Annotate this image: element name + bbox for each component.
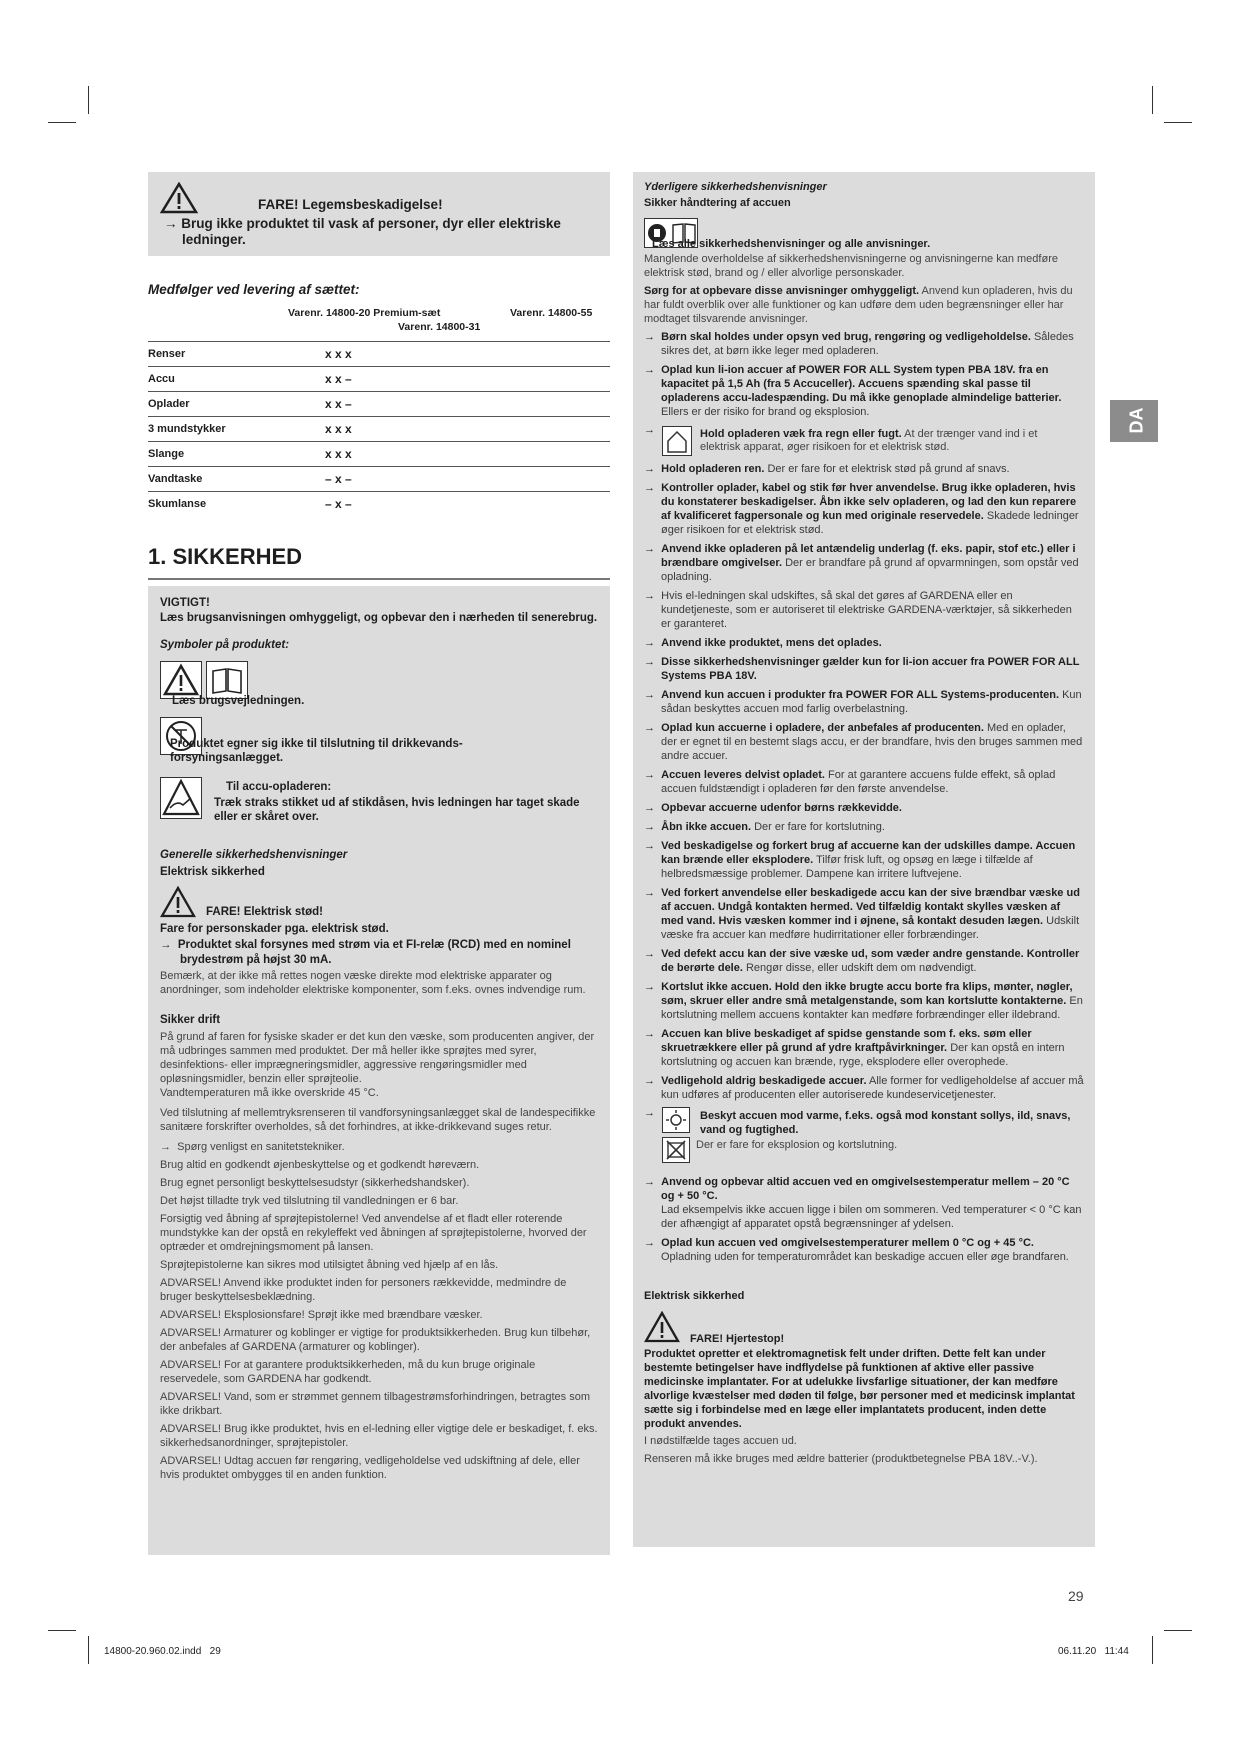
scope-item-marks: x x – (325, 392, 610, 417)
scope-item-marks: x x – (325, 367, 610, 392)
right-items-a (644, 330, 1084, 419)
heat-rest: Der er fare for eksplosion og kortslutning. (696, 1139, 898, 1151)
safety-item: → Åbn ikke accuen. Der er fare for kortslutning. (644, 821, 885, 833)
rain-item: → Hold opladeren væk fra regn eller fugt. At der trænger vand ind i et elektrisk apparat, øger risikoen for et elektrisk stød. (644, 424, 1084, 456)
scope-item-marks: x x x (325, 417, 610, 442)
safety-item: → Anvend ikke produktet, mens det oplades. (644, 637, 882, 649)
danger-text: → Brug ikke produktet til vask af personer, dyr eller elektriske ledninger. (164, 216, 561, 247)
safe-line: Brug egnet personligt beskyttelsesudstyr (sikkerhedshandsker). (160, 1176, 470, 1189)
symbol-read-manual (160, 661, 598, 713)
manual-book-icon (206, 661, 248, 699)
safety-item: → Ved beskadigelse og forkert brug af accuerne kan der udskilles dampe. Accuen kan brænde eller eksplodere. Tilfør frisk luft, og opsøg en læge i tilfælde af helbredsmæssige problemer. Dampene kan irritere luftvejene. (644, 840, 1076, 880)
crop-mark (48, 1630, 76, 1631)
safe-arrow: → Spørg venligst en sanitetstekniker. (160, 1140, 345, 1153)
symbol-charger (160, 777, 598, 837)
safety-item: → Kortslut ikke accuen. Hold den ikke brugte accu borte fra klips, mønter, nøgler, søm, skruer eller andre små metalgenstande, som kan kortslutte kontakterne. En kortslutning mellem accuens kontakter kan medføre forbrændinger eller ildebrand. (644, 981, 1083, 1021)
safe-p2: Ved tilslutning af mellemtryksrenseren til vandforsyningsanlægget skal de landespecifikke sanitære forskrifter overholdes, så det forhindres, at ikke-drikkevand suges retur. (160, 1106, 596, 1133)
important-text: Læs brugsanvisningen omhyggeligt, og opbevar den i nærheden til senerebrug. (160, 611, 598, 624)
safe-line: Sprøjtepistolerne kan sikres mod utilsigtet åbning ved hjælp af en lås. (160, 1258, 499, 1271)
safe-line: ADVARSEL! Anvend ikke produktet inden for personers rækkevidde, medmindre de bruger beskyttelsesbeklædning. (160, 1276, 567, 1303)
scope-header-col2: Varenr. 14800-55 (510, 307, 593, 319)
warning-icon (160, 661, 202, 699)
safe-line: ADVARSEL! For at garantere produktsikkerheden, må du kun bruge originale reservedele, som GARDENA har godkendt. (160, 1358, 536, 1385)
symbol3-text: Træk straks stikket ud af stikdåsen, hvis ledningen har taget skade eller er skåret over. (214, 797, 580, 823)
crop-mark (1164, 122, 1192, 123)
scope-header (148, 305, 610, 341)
general-heading: Generelle sikkerhedshenvisninger (160, 849, 348, 861)
safety-item: → Oplad kun accuerne i opladere, der anbefales af producenten. Med en oplader, der er egnet til en bestemt slags accu, er der brandfare, hvis den bruges sammen med andre accuer. (644, 722, 1083, 762)
safe-line: Brug altid en godkendt øjenbeskyttelse og et godkendt høreværn. (160, 1158, 480, 1171)
safe-line: ADVARSEL! Brug ikke produktet, hvis en el-ledning eller vigtige dele er beskadiget, f. eks. sikkerhedsanordninger, sprøjtepistoler. (160, 1422, 598, 1449)
footer-date: 06.11.20 11:44 (1058, 1646, 1129, 1657)
scope-item-name: Accu (148, 367, 325, 392)
safe-line: ADVARSEL! Armaturer og koblinger er vigtige for produktsikkerheden. Brug kun tilbehør, der anbefales af GARDENA (armaturer og koblinger). (160, 1326, 591, 1353)
important-title: VIGTIGT! (160, 597, 210, 609)
safe-lines (160, 1158, 598, 1482)
safety-item: → Anvend kun accuen i produkter fra POWER FOR ALL Systems-producenten. Kun sådan beskyttes accuen mod farlig overbelastning. (644, 689, 1082, 715)
crop-mark (1152, 86, 1153, 114)
symbol3-title: Til accu-opladeren: (226, 781, 332, 793)
language-tab-da: DA (1110, 400, 1158, 442)
safety-item: → Hvis el-ledningen skal udskiftes, så skal det gøres af GARDENA eller en kundetjeneste, som er autoriseret til elektriske GARDENA-værktøjer, så sikkerheden er garanteret. (644, 590, 1072, 630)
symbols-heading: Symboler på produktet: (160, 639, 290, 651)
shock-warning (160, 886, 598, 922)
safe-line: Det højst tilladte tryk ved tilslutning til vandledningen er 6 bar. (160, 1194, 459, 1207)
sun-heat-icon (662, 1107, 690, 1133)
scope-item-name: Vandtaske (148, 467, 325, 492)
shock-note: Bemærk, at der ikke må rettes nogen væske direkte mod elektriske apparater og anordninger, som indeholder elektriske komponenter, som f.eks. ovnes indvendige rum. (160, 970, 586, 996)
scope-row (148, 467, 610, 492)
warning-triangle-icon (160, 182, 198, 214)
scope-item-marks: – x – (325, 467, 610, 492)
scope-item-marks: x x x (325, 442, 610, 467)
safety-item: → Oplad kun li-ion accuer af POWER FOR ALL System typen PBA 18V. fra en kapacitet på 1,5 Ah (fra 5 Accuceller). Accuens spænding skal passe til opladerens accu-ladespænding. Du må ikke genoplade almindelige batterier. Ellers er der risiko for brand og eksplosion. (644, 364, 1062, 418)
safe-line: ADVARSEL! Vand, som er strømmet gennem tilbagestrømsforhindringen, betragtes som ikke drikbart. (160, 1390, 590, 1417)
safety-item: → Hold opladeren ren. Der er fare for et elektrisk stød på grund af snavs. (644, 463, 1010, 475)
emergency-text: I nødstilfælde tages accuen ud. (644, 1435, 797, 1447)
electric-heading: Elektrisk sikkerhed (160, 866, 265, 878)
scope-row (148, 367, 610, 392)
read-all-text: Læs alle sikkerhedshenvisninger og alle anvisninger. (652, 238, 931, 250)
right-column (633, 172, 1095, 1547)
safety-item: → Vedligehold aldrig beskadigede accuer. Alle former for vedligeholdelse af accuer må kun udføres af producenten eller autoriserede kundeservicetjenester. (644, 1075, 1084, 1101)
crop-mark (1152, 1636, 1153, 1664)
safety-box (148, 586, 610, 1555)
safe-line: Forsigtig ved åbning af sprøjtepistolerne! Ved anvendelse af et fladt eller roterende mundstykke kan der opstå en rekyleffekt ved åbningen af sprøjtepistolerne, hvorved der optræder et omdrejningsmoment på lansen. (160, 1212, 587, 1253)
safety-item: → Børn skal holdes under opsyn ved brug, rengøring og vedligeholdelse. Således sikres det, at børn ikke leger med opladeren. (644, 331, 1074, 357)
shock-arrow: → Produktet skal forsynes med strøm via et FI-relæ (RCD) med en nominel brydestrøm på højst 30 mA. (160, 939, 571, 966)
scope-item-marks: – x – (325, 492, 610, 517)
safe-line: ADVARSEL! Udtag accuen før rengøring, vedligeholdelse ved udskiftning af dele, eller hvis produktet ombygges til en anden funktion. (160, 1454, 580, 1481)
safe-line: ADVARSEL! Eksplosionsfare! Sprøjt ikke med brændbare væsker. (160, 1308, 483, 1321)
scope-item-name: 3 mundstykker (148, 417, 325, 442)
crop-mark (1164, 1630, 1192, 1631)
safety-item: → Accuen kan blive beskadiget af spidse genstande som f. eks. søm eller skruetrækkere eller på grund af ydre kraftpåvirkninger. Der kan opstå en intern kortslutning og accuen kan brænde, ryge, eksplodere eller overophede. (644, 1028, 1065, 1068)
safety-item: → Accuen leveres delvist opladet. For at garantere accuens fulde effekt, så oplad accuen fuldstændigt i opladeren før den første anvendelse. (644, 769, 1056, 795)
crop-mark (48, 122, 76, 123)
footer-file: 14800-20.960.02.indd 29 (104, 1646, 221, 1657)
scope-row (148, 442, 610, 467)
safety-item: → Disse sikkerhedshenvisninger gælder kun for li-ion accuer fra POWER FOR ALL Systems PBA 18V. (644, 656, 1080, 682)
scope-item-name: Renser (148, 342, 325, 367)
section-title: 1. SIKKERHED (148, 544, 303, 569)
left-column (148, 172, 610, 1555)
scope-item-name: Oplader (148, 392, 325, 417)
right-items-b (644, 462, 1084, 1102)
section-rule (148, 578, 610, 580)
heat-bold: Beskyt accuen mod varme, f.eks. også mod konstant sollys, ild, snavs, vand og fugtighed. (700, 1110, 1071, 1136)
symbol2-text: Produktet egner sig ikke til tilslutning til drikkevandsforsyningsanlægget. (170, 738, 463, 764)
warning-triangle-icon (644, 1311, 680, 1343)
heart-text: Produktet opretter et elektromagnetisk felt under driften. Dette felt kan under bestemte betingelser have indflydelse på funktionen af aktive eller passive medicinske implantater. For at udelukke livsfarlige situationer, der kan medføre alvorlige kvæstelser med døden til følge, bør personer med et medicinsk implantat sætte sig i forbindelse med en læge eller implantatets producent, inden dette produkt anvendes. (644, 1348, 1075, 1430)
safe-heading: Sikker drift (160, 1014, 221, 1026)
read-all-row (644, 222, 1084, 252)
scope-row (148, 342, 610, 367)
right-heading-italic: Yderligere sikkerhedshenvisninger (644, 181, 827, 193)
no-water-icon (662, 1137, 690, 1163)
scope-heading: Medfølger ved levering af sættet: (148, 282, 360, 297)
safety-item: → Opbevar accuerne udenfor børns rækkevidde. (644, 802, 902, 814)
scope-item-marks: x x x (325, 342, 610, 367)
house-rain-icon (662, 426, 692, 456)
scope-row (148, 417, 610, 442)
safety-item: → Kontroller oplader, kabel og stik før hver anvendelse. Brug ikke opladeren, hvis du konstaterer beskadigelser. Åbn ikke selv opladeren, og lad den kun reparere af kvalificeret fagpersonale og kun med originale reservedele. Skadede ledninger øger risikoen for et elektrisk stød. (644, 482, 1079, 536)
keep-instructions: Sørg for at opbevare disse anvisninger omhyggeligt. Anvend kun opladeren, hvis du har fuldt overblik over alle funktioner og kan udføre dem uden begrænsninger eller har modtaget tilsvarende anvisninger. (644, 285, 1073, 325)
shock-sub: Fare for personskader pga. elektrisk stød. (160, 922, 389, 935)
safety-item: → Ved forkert anvendelse eller beskadigede accu kan der sive brændbar væske ud af accuen. Undgå kontakten hermed. Ved tilfældig kontakt skylles væsken af med vand. Hvis væsken kommer ind i øjnene, så kontakt desuden lægen. Udskilt væske fra accuer kan medføre hudirritationer eller forbrændinger. (644, 887, 1080, 941)
heat-item: → Beskyt accuen mod varme, f.eks. også mod konstant sollys, ild, snavs, vand og fugtighed. Der er fare for eksplosion og kortslutning. (644, 1107, 1084, 1165)
page-number: 29 (1068, 1588, 1084, 1604)
symbol-no-drinking-water (160, 717, 598, 771)
warning-triangle-icon (160, 886, 196, 918)
scope-table (148, 341, 610, 516)
rain-text: Hold opladeren væk fra regn eller fugt. At der trænger vand ind i et elektrisk apparat, øger risikoen for et elektrisk stød. (700, 428, 1038, 453)
last-line: Renseren må ikke bruges med ældre batterier (produktbetegnelse PBA 18V..-V.). (644, 1453, 1038, 1465)
crop-mark (88, 1636, 89, 1664)
scope-row (148, 492, 610, 517)
cable-damage-warning-icon (160, 777, 202, 819)
scope-item-name: Slange (148, 442, 325, 467)
read-all-note: Manglende overholdelse af sikkerhedshenvisningerne og anvisningerne kan medføre elektrisk stød, brand og / eller alvorlige personskader. (644, 253, 1058, 279)
temp2-item: → Oplad kun accuen ved omgivelsestemperaturer mellem 0 °C og + 45 °C. Opladning uden for temperaturområdet kan beskadige accuen eller øge brandfaren. (644, 1237, 1069, 1263)
scope-row (148, 392, 610, 417)
scope-header-col1: Varenr. 14800-20 Premium-sæt (288, 307, 441, 319)
safety-item: → Anvend ikke opladeren på let antændelig underlag (f. eks. papir, stof etc.) eller i brændbare omgivelser. Der er brandfare på grund af opvarmningen, som opstår ved opladning. (644, 543, 1079, 583)
crop-mark (88, 86, 89, 114)
scope-item-name: Skumlanse (148, 492, 325, 517)
shock-title: FARE! Elektrisk stød! (206, 905, 323, 918)
safe-p1b: Vandtemperaturen må ikke overskride 45 °C. (160, 1086, 379, 1099)
scope-header-col3: Varenr. 14800-31 (398, 321, 481, 333)
danger-box (148, 172, 610, 256)
elec-heading: Elektrisk sikkerhed (644, 1290, 745, 1302)
danger-title: FARE! Legemsbeskadigelse! (258, 197, 443, 212)
heart-warning (644, 1311, 1084, 1347)
safe-p1: På grund af faren for fysiske skader er det kun den væske, som producenten angiver, der må udbringes sammen med produktet. Der må heller ikke sprøjtes med syrer, desinfektions- eller imprægneringsmidler, aggressive rengøringsmidler med opløsningsmidler, benzin eller sprøjteolie. (160, 1030, 595, 1085)
heart-title: FARE! Hjertestop! (690, 1333, 785, 1345)
symbol1-text: Læs brugsvejledningen. (172, 695, 305, 707)
temp1-item: → Anvend og opbevar altid accuen ved en omgivelsestemperatur mellem – 20 °C og + 50 °C. Lad eksempelvis ikke accuen ligge i bilen om sommeren. Ved temperaturer < 0 °C kan der afhængigt af apparatet opstå begrænsninger af ydelsen. (644, 1176, 1082, 1230)
right-heading2: Sikker håndtering af accuen (644, 197, 791, 209)
safety-item: → Ved defekt accu kan der sive væske ud, som væder andre genstande. Kontroller de berørte dele. Rengør disse, eller udskift dem om nødvendigt. (644, 948, 1080, 974)
